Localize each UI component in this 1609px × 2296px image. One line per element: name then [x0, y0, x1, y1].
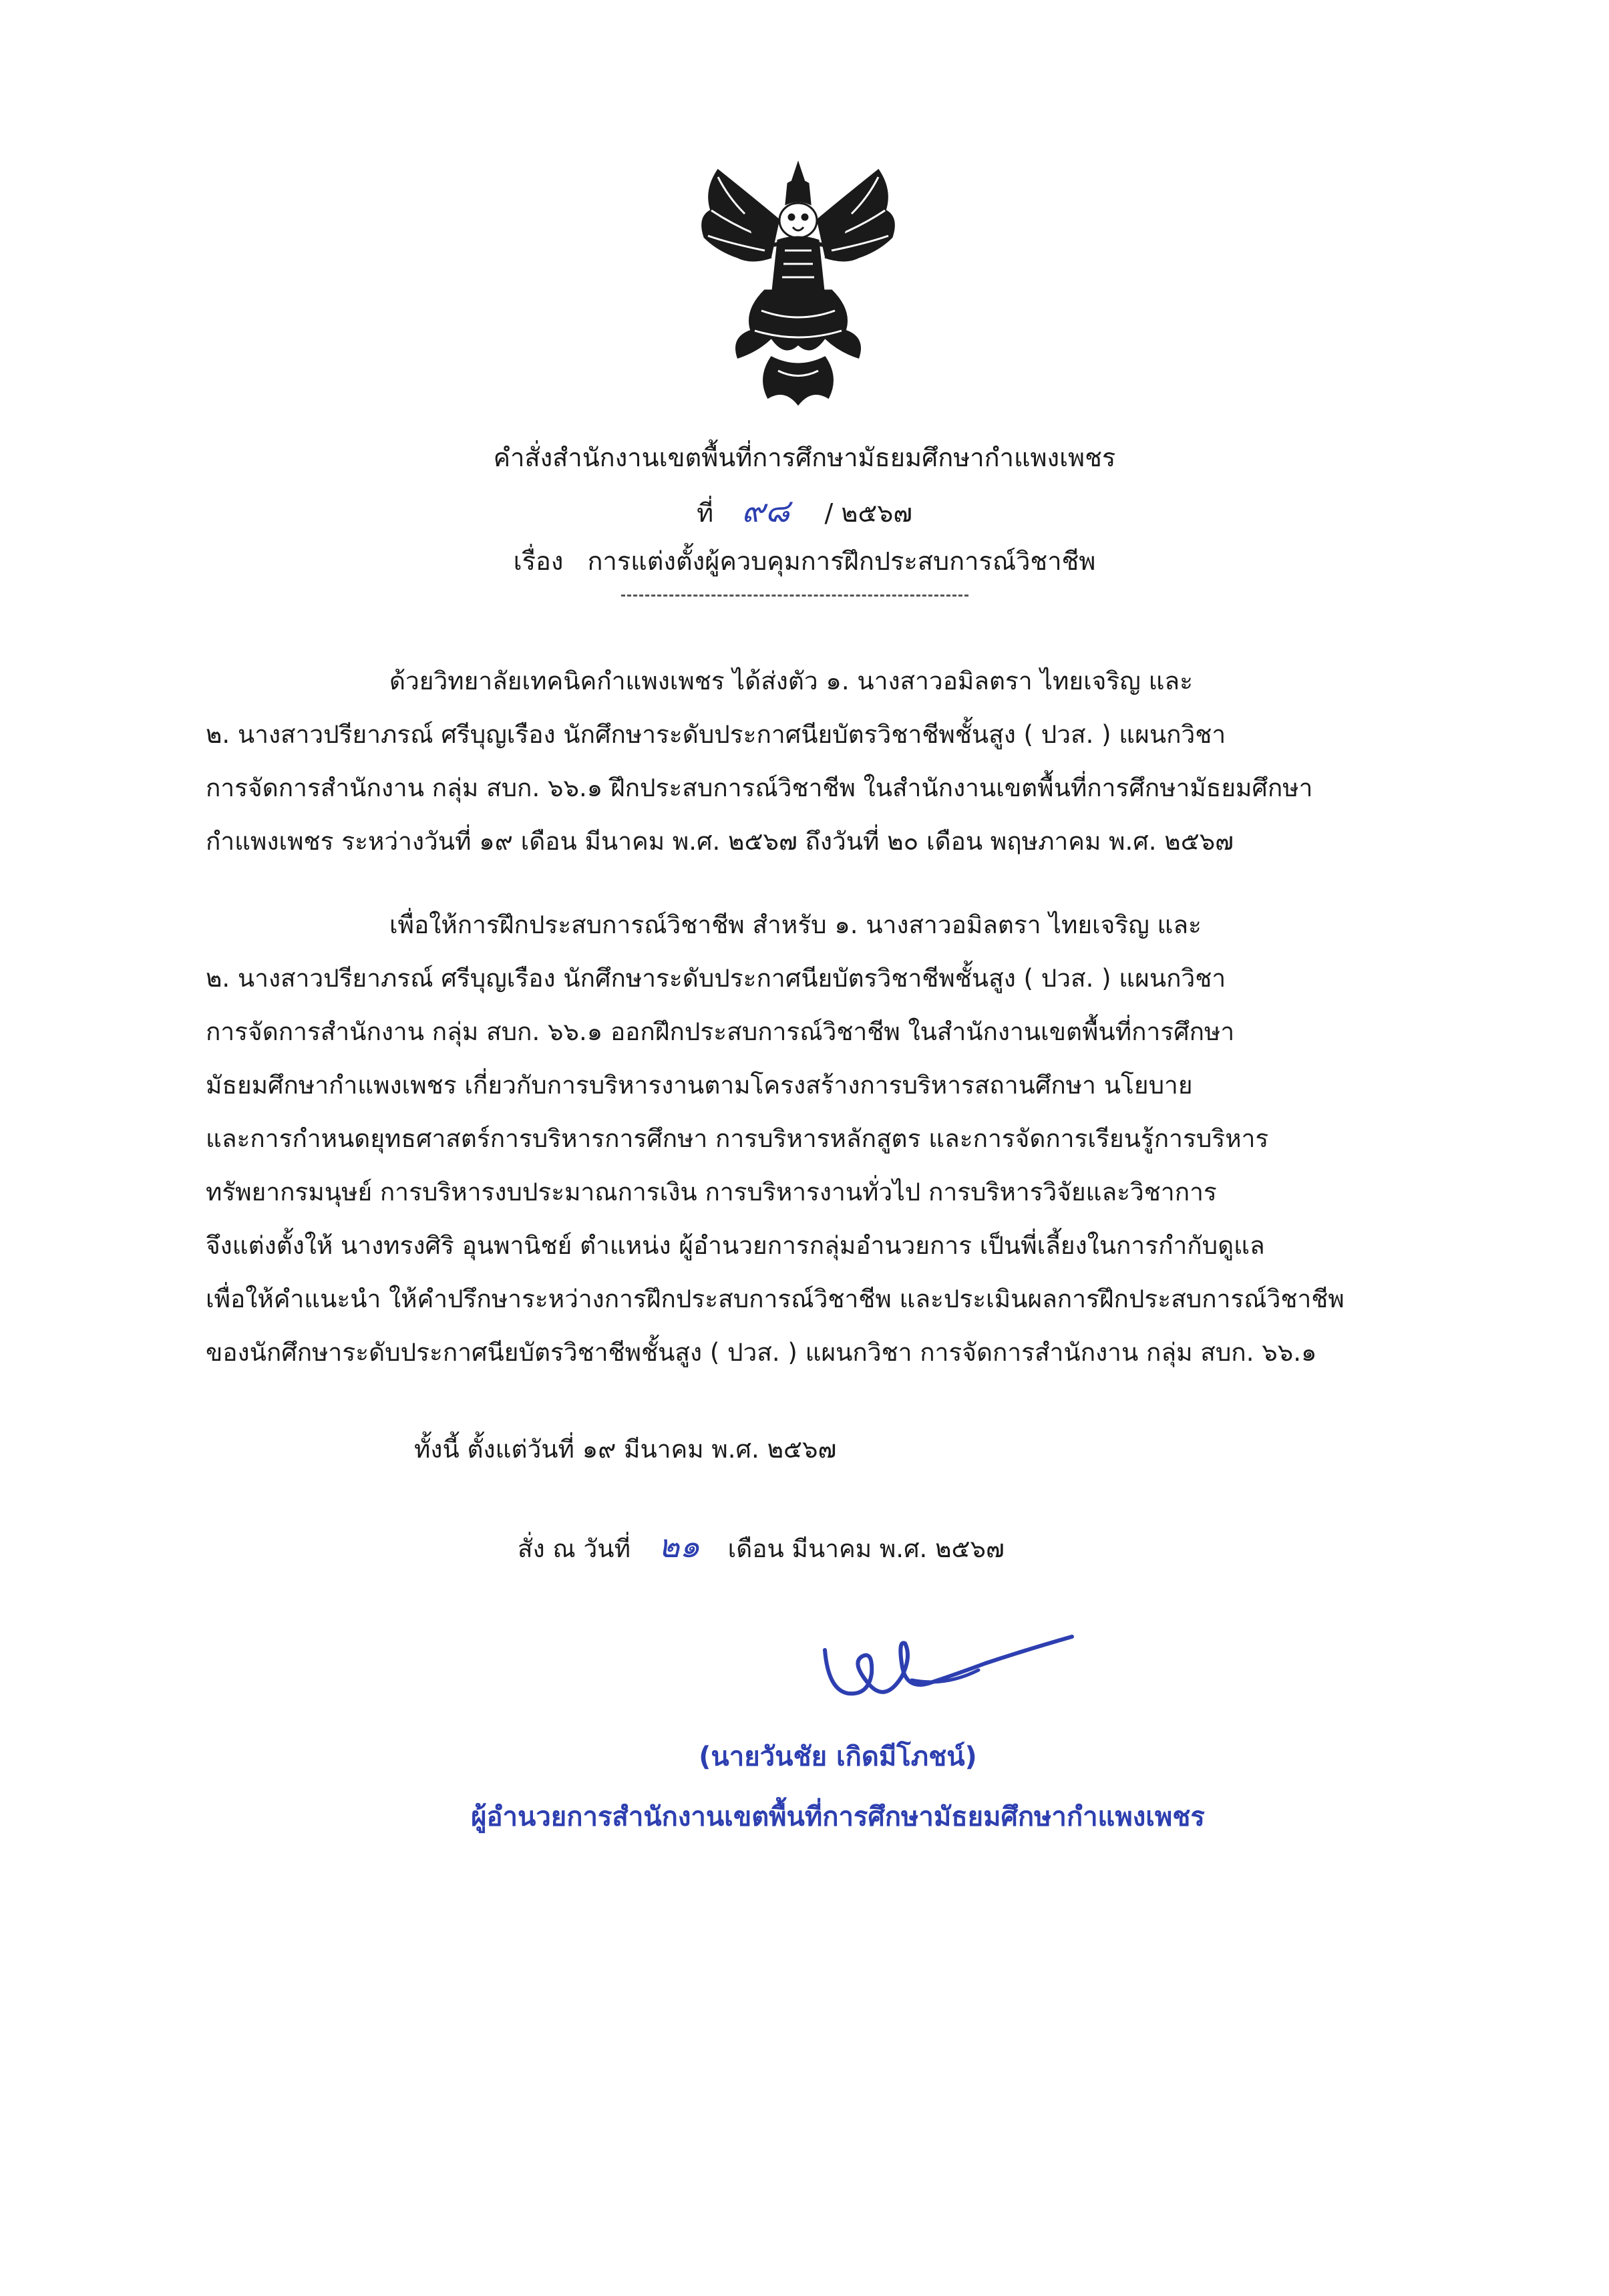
paragraph-line: ด้วยวิทยาลัยเทคนิคกำแพงเพชร ได้ส่งตัว ๑. นางสาวอมิลตรา ไทยเจริญ และ [389, 667, 1193, 695]
paragraph-line: เพื่อให้การฝึกประสบการณ์วิชาชีพ สำหรับ ๑. นางสาวอมิลตรา ไทยเจริญ และ [389, 911, 1202, 939]
effective-date: ทั้งนี้ ตั้งแต่วันที่ ๑๙ มีนาคม พ.ศ. ๒๕๖๗ [414, 1435, 837, 1464]
order-title: คำสั่งสำนักงานเขตพื้นที่การศึกษามัธยมศึกษากำแพงเพชร [493, 443, 1116, 472]
order-date-day-handwritten: ๒๑ [658, 1528, 700, 1565]
paragraph-line: จึงแต่งตั้งให้ นางทรงศิริ อุนพานิชย์ ตำแหน่ง ผู้อำนวยการกลุ่มอำนวยการ เป็นพี่เลี้ยงในการกำกับดูแล [206, 1231, 1265, 1260]
header-divider [621, 581, 968, 597]
body-paragraph-1 [206, 655, 1408, 868]
order-number-year: / ๒๕๖๗ [824, 498, 912, 528]
paragraph-line: การจัดการสำนักงาน กลุ่ม สบก. ๖๖.๑ ฝึกประสบการณ์วิชาชีพ ในสำนักงานเขตพื้นที่การศึกษามัธยมศึกษา [206, 774, 1313, 802]
order-number-line [0, 491, 1609, 533]
order-subject-line [0, 541, 1609, 581]
paragraph-line: ของนักศึกษาระดับประกาศนียบัตรวิชาชีพชั้นสูง ( ปวส. ) แผนกวิชา การจัดการสำนักงาน กลุ่ม สบก. ๖๖.๑ [206, 1338, 1317, 1367]
paragraph-line: ทรัพยากรมนุษย์ การบริหารงบประมาณการเงิน การบริหารงานทั่วไป การบริหารวิจัยและวิชาการ [206, 1178, 1217, 1206]
paragraph-line: การจัดการสำนักงาน กลุ่ม สบก. ๖๖.๑ ออกฝึกประสบการณ์วิชาชีพ ในสำนักงานเขตพื้นที่การศึกษา [206, 1017, 1235, 1046]
subject-text: การแต่งตั้งผู้ควบคุมการฝึกประสบการณ์วิชาชีพ [587, 546, 1096, 576]
signer-title: ผู้อำนวยการสำนักงานเขตพื้นที่การศึกษามัธยมศึกษากำแพงเพชร [471, 1802, 1205, 1832]
order-date-suffix: เดือน มีนาคม พ.ศ. ๒๕๖๗ [727, 1534, 1005, 1563]
paragraph-line: ๒. นางสาวปรียาภรณ์ ศรีบุญเรือง นักศึกษาระดับประกาศนียบัตรวิชาชีพชั้นสูง ( ปวส. ) แผนกวิชา [206, 964, 1226, 993]
order-date-line [518, 1523, 1005, 1573]
order-number-label: ที่ [697, 498, 714, 528]
subject-label: เรื่อง [513, 546, 564, 576]
paragraph-line: มัธยมศึกษากำแพงเพชร เกี่ยวกับการบริหารงานตามโครงสร้างการบริหารสถานศึกษา นโยบาย [206, 1071, 1193, 1100]
paragraph-line: เพื่อให้คำแนะนำ ให้คำปรึกษาระหว่างการฝึกประสบการณ์วิชาชีพ และประเมินผลการฝึกประสบการณ์วิชาชีพ [206, 1285, 1345, 1313]
order-number-handwritten: ๙๘ [741, 492, 790, 530]
paragraph-line: กำแพงเพชร ระหว่างวันที่ ๑๙ เดือน มีนาคม พ.ศ. ๒๕๖๗ ถึงวันที่ ๒๐ เดือน พฤษภาคม พ.ศ. ๒๕๖๗ [206, 827, 1234, 856]
signature-icon [812, 1610, 1079, 1717]
paragraph-line: และการกำหนดยุทธศาสตร์การบริหารการศึกษา การบริหารหลักสูตร และการจัดการเรียนรู้การบริหาร [206, 1124, 1269, 1153]
garuda-emblem-icon [691, 157, 905, 411]
signer-name: (นายวันชัย เกิดมีโภชน์) [699, 1742, 977, 1772]
body-paragraph-2 [206, 898, 1408, 1379]
order-date-prefix: สั่ง ณ วันที่ [518, 1534, 631, 1563]
paragraph-line: ๒. นางสาวปรียาภรณ์ ศรีบุญเรือง นักศึกษาระดับประกาศนียบัตรวิชาชีพชั้นสูง ( ปวส. ) แผนกวิชา [206, 720, 1226, 749]
